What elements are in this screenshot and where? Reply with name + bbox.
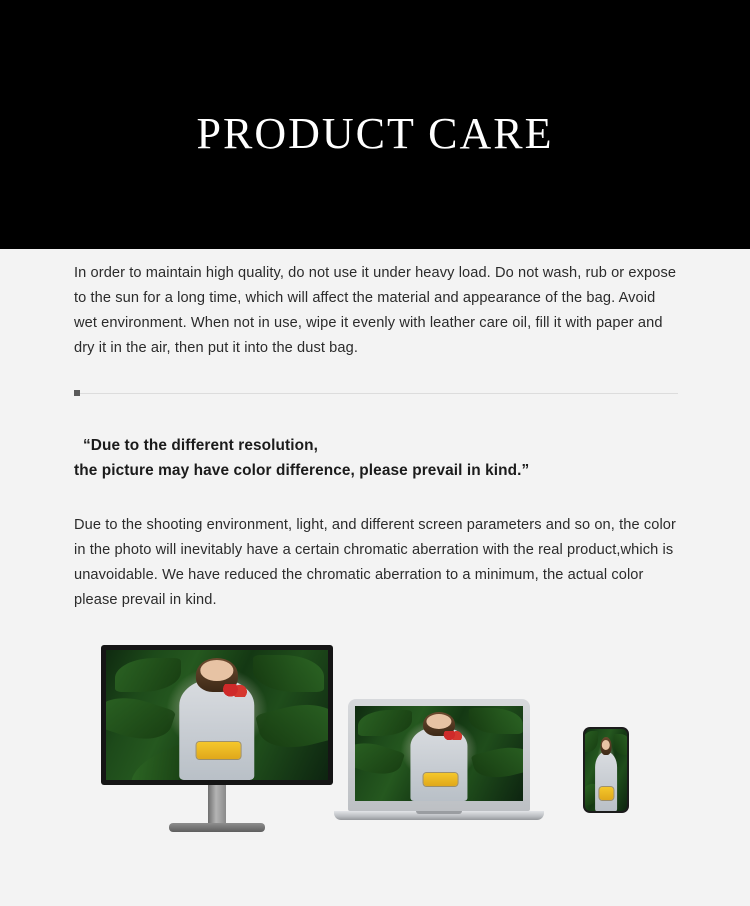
section-divider [74,387,678,401]
yellow-bag [197,742,241,759]
monitor-stand-base [169,823,265,832]
model-head [602,740,610,751]
phone-body [583,727,629,813]
product-photo [585,729,627,811]
monitor-screen [106,650,328,780]
divider-dot [74,390,80,396]
quote-line-1: “Due to the different resolution, [83,437,319,454]
laptop-notch [416,811,462,814]
product-photo [106,650,328,780]
quote-line-2: the picture may have color difference, please prevail in kind.” [74,462,530,479]
hero-banner [0,0,750,249]
model-figure [595,752,617,811]
monitor-stand-neck [208,785,226,823]
color-disclaimer-quote [74,433,678,483]
note-paragraph: Due to the shooting environment, light, and different screen parameters and so on, the color in the photo will inevitably have a certain chromatic aberration with the real product,which is unavoidable. We have reduced the chromatic aberration to a minimum, the actual color please prevail in kind. [74,517,676,608]
laptop-lid [348,699,530,811]
device-illustration-row [74,641,678,841]
desktop-monitor-illustration [101,645,333,832]
content-area [0,249,750,841]
laptop-illustration [348,699,544,820]
flowers [221,684,248,697]
care-paragraph: In order to maintain high quality, do not use it under heavy load. Do not wash, rub or expose to the sun for a long time, which will affect the material and appearance of the bag. Avoid wet environment. When not in use, wipe it evenly with leather care oil, fill it with paper and dry it in the air, then put it into the dust bag. [74,265,677,356]
monitor-bezel [101,645,333,785]
phone-screen [585,729,627,811]
divider-line [74,393,678,394]
product-photo [355,706,523,801]
laptop-base [334,811,544,820]
flowers [442,731,462,741]
model-head [200,660,233,681]
yellow-bag [599,787,613,799]
page-title: PRODUCT CARE [196,109,554,158]
yellow-bag [424,773,458,785]
laptop-screen [355,706,523,801]
smartphone-illustration [583,727,629,813]
